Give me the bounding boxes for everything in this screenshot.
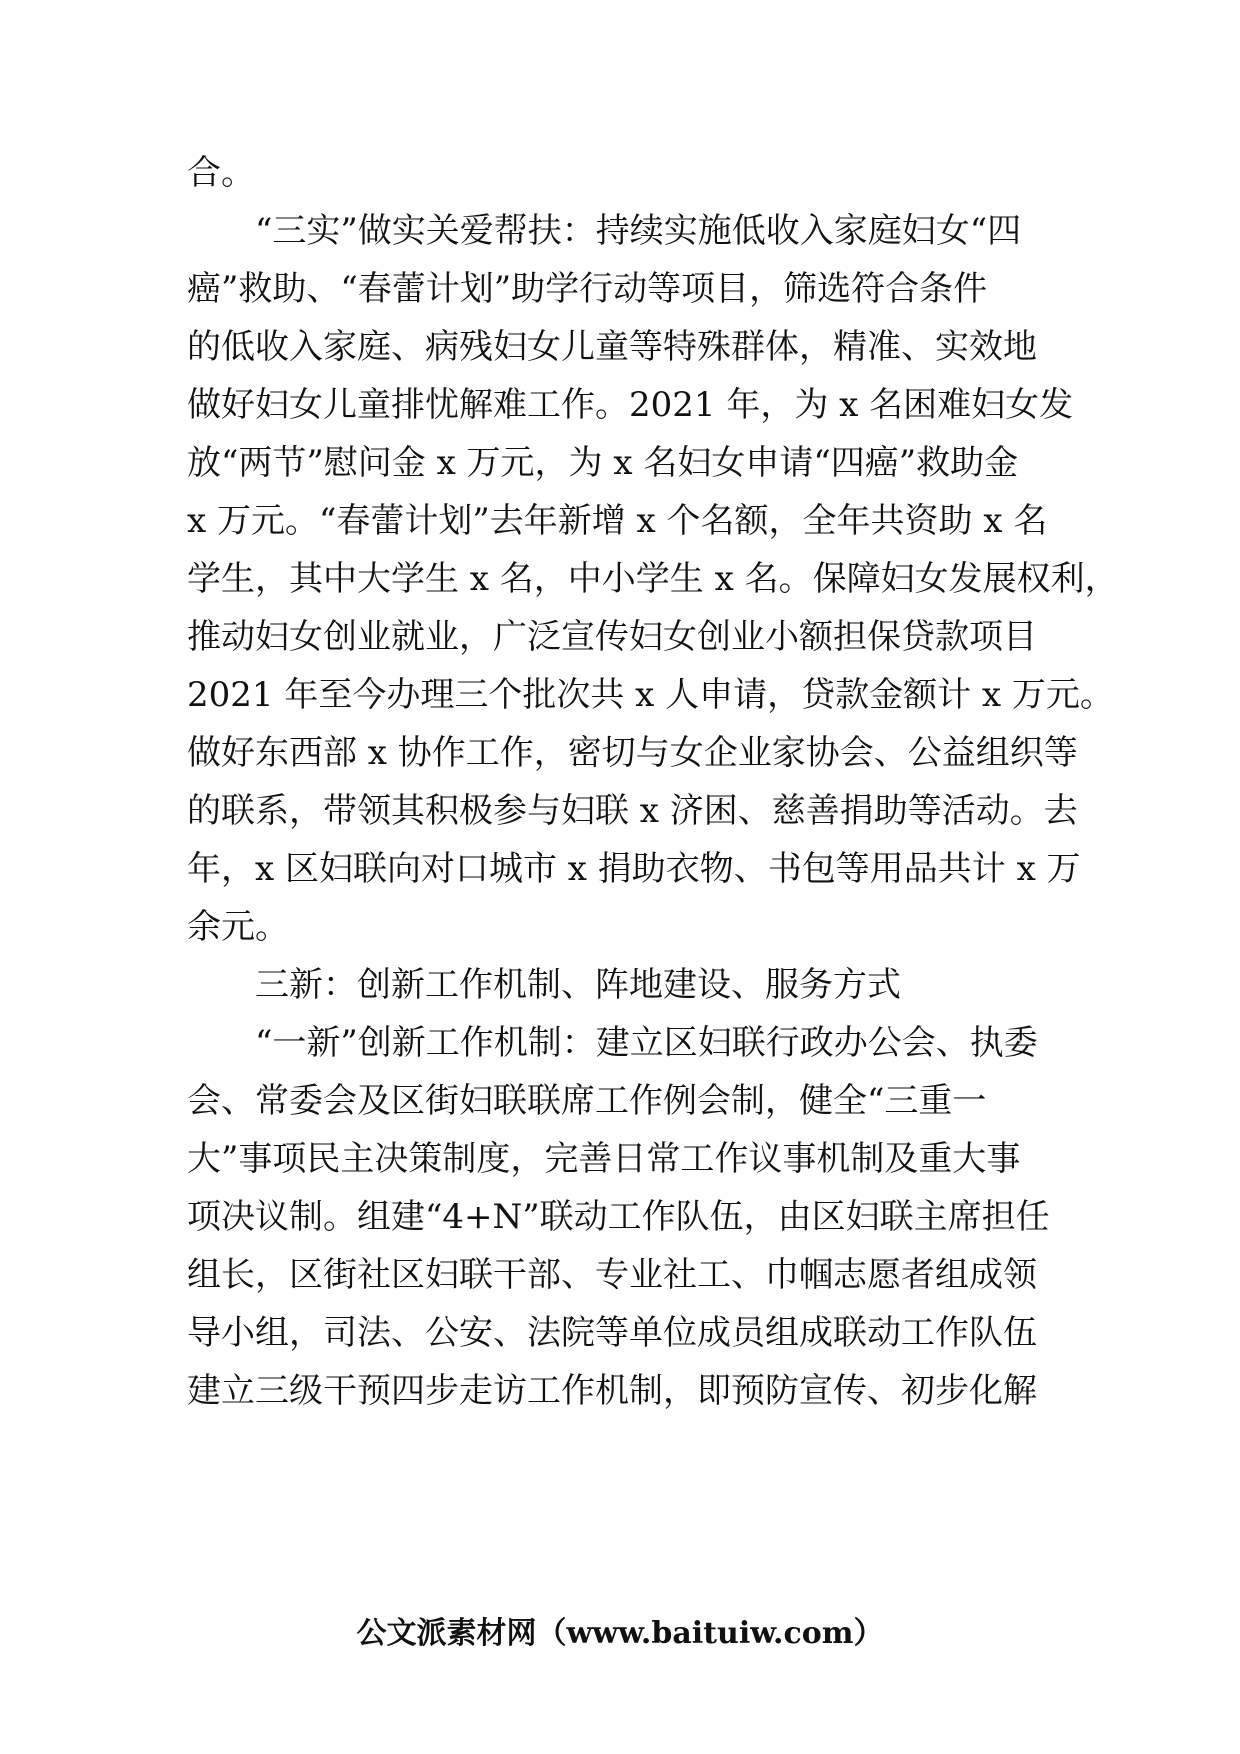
text-line: 放“两节”慰问金 x 万元，为 x 名妇女申请“四癌”救助金 xyxy=(187,443,1019,483)
text-line: 组长，区街社区妇联干部、专业社工、巾帼志愿者组成领 xyxy=(187,1255,1037,1295)
text-line: 大”事项民主决策制度，完善日常工作议事机制及重大事 xyxy=(187,1139,1021,1179)
section-heading: 三新：创新工作机制、阵地建设、服务方式 xyxy=(255,965,901,1005)
paragraph-start-line: “三实”做实关爱帮扶：持续实施低收入家庭妇女“四 xyxy=(255,211,1022,251)
paragraph-start-line: “一新”创新工作机制：建立区妇联行政办公会、执委 xyxy=(255,1023,1038,1063)
text-line: 做好东西部 x 协作工作，密切与女企业家协会、公益组织等 xyxy=(187,733,1078,773)
text-line: 的联系，带领其积极参与妇联 x 济困、慈善捐助等活动。去 xyxy=(187,791,1078,831)
text-line: 推动妇女创业就业，广泛宣传妇女创业小额担保贷款项目 xyxy=(187,617,1037,657)
text-line: 建立三级干预四步走访工作机制，即预防宣传、初步化解 xyxy=(187,1371,1037,1411)
text-line: 合。 xyxy=(187,153,255,193)
text-line: 项决议制。组建“4+N”联动工作队伍，由区妇联主席担任 xyxy=(187,1197,1050,1237)
text-line: 学生，其中大学生 x 名，中小学生 x 名。保障妇女发展权利， xyxy=(187,559,1119,599)
text-line: 会、常委会及区街妇联联席工作例会制，健全“三重一 xyxy=(187,1081,987,1121)
text-line: 余元。 xyxy=(187,907,289,947)
text-line: 年，x 区妇联向对口城市 x 捐助衣物、书包等用品共计 x 万 xyxy=(187,849,1081,889)
text-line: 癌”救助、“春蕾计划”助学行动等项目，筛选符合条件 xyxy=(187,269,988,309)
text-line: 导小组，司法、公安、法院等单位成员组成联动工作队伍 xyxy=(187,1313,1037,1353)
text-line: x 万元。“春蕾计划”去年新增 x 个名额，全年共资助 x 名 xyxy=(187,501,1048,541)
text-line: 做好妇女儿童排忧解难工作。2021 年，为 x 名困难妇女发 xyxy=(187,385,1074,425)
footer-watermark: 公文派素材网（www.baituiw.com） xyxy=(356,1616,884,1651)
text-line: 的低收入家庭、病残妇女儿童等特殊群体，精准、实效地 xyxy=(187,327,1037,367)
text-line: 2021 年至今办理三个批次共 x 人申请，贷款金额计 x 万元。 xyxy=(187,675,1114,715)
